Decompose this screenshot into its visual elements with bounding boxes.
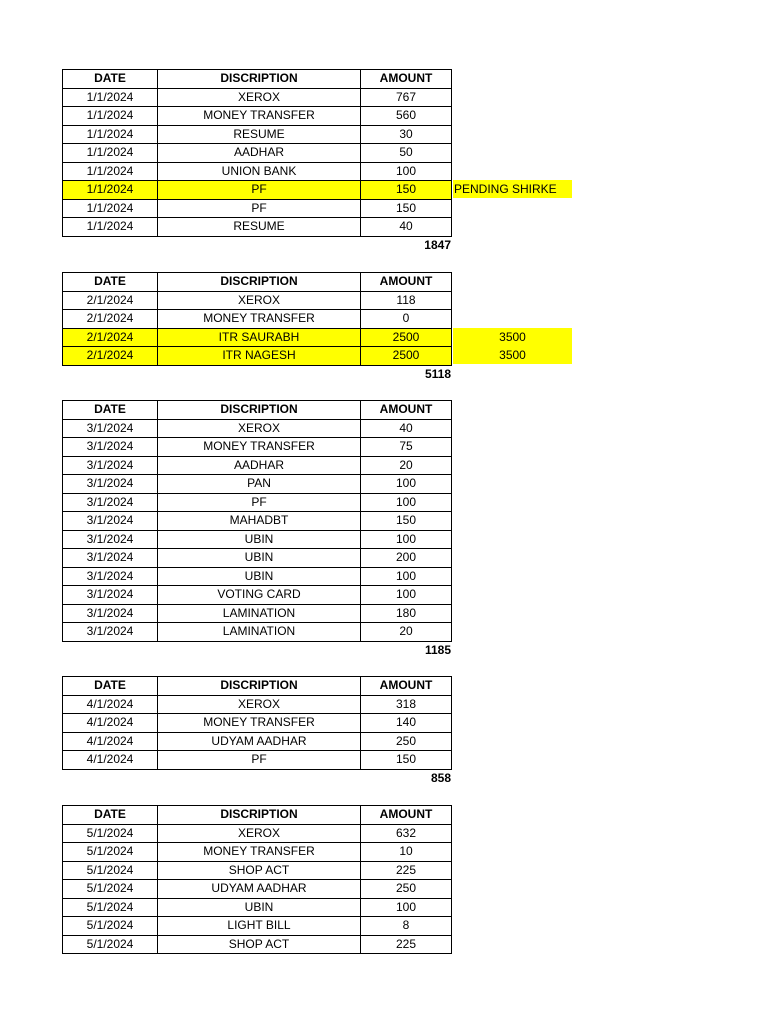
amount-cell[interactable]: 2500 bbox=[361, 328, 452, 347]
amount-cell[interactable]: 150 bbox=[361, 199, 452, 218]
date-cell[interactable]: 3/1/2024 bbox=[63, 549, 158, 568]
description-header[interactable]: DISCRIPTION bbox=[158, 401, 361, 420]
amount-cell[interactable]: 767 bbox=[361, 88, 452, 107]
date-cell[interactable]: 1/1/2024 bbox=[63, 107, 158, 126]
description-cell[interactable]: SHOP ACT bbox=[158, 935, 361, 954]
date-cell[interactable]: 2/1/2024 bbox=[63, 347, 158, 366]
description-cell[interactable]: PAN bbox=[158, 475, 361, 494]
description-cell[interactable]: XEROX bbox=[158, 88, 361, 107]
amount-cell[interactable]: 40 bbox=[361, 419, 452, 438]
amount-cell[interactable]: 250 bbox=[361, 732, 452, 751]
ledger-table-1 bbox=[62, 69, 452, 237]
amount-cell[interactable]: 100 bbox=[361, 475, 452, 494]
date-cell[interactable]: 3/1/2024 bbox=[63, 604, 158, 623]
amount-cell[interactable]: 180 bbox=[361, 604, 452, 623]
amount-header[interactable]: AMOUNT bbox=[361, 401, 452, 420]
table-row bbox=[63, 162, 452, 181]
table-total[interactable]: 5118 bbox=[424, 367, 451, 382]
description-cell[interactable]: MAHADBT bbox=[158, 512, 361, 531]
amount-cell[interactable]: 150 bbox=[361, 751, 452, 770]
description-cell[interactable]: RESUME bbox=[158, 125, 361, 144]
date-cell[interactable]: 4/1/2024 bbox=[63, 714, 158, 733]
date-cell[interactable]: 1/1/2024 bbox=[63, 144, 158, 163]
description-cell[interactable]: PF bbox=[158, 181, 361, 200]
description-cell[interactable]: UDYAM AADHAR bbox=[158, 732, 361, 751]
date-cell[interactable]: 3/1/2024 bbox=[63, 567, 158, 586]
amount-cell[interactable]: 10 bbox=[361, 843, 452, 862]
description-cell[interactable]: UDYAM AADHAR bbox=[158, 880, 361, 899]
ledger-table-2 bbox=[62, 272, 452, 366]
amount-cell[interactable]: 75 bbox=[361, 438, 452, 457]
description-header[interactable]: DISCRIPTION bbox=[158, 677, 361, 696]
amount-cell[interactable]: 100 bbox=[361, 162, 452, 181]
date-cell[interactable]: 4/1/2024 bbox=[63, 695, 158, 714]
amount-cell[interactable]: 250 bbox=[361, 880, 452, 899]
table-row bbox=[63, 107, 452, 126]
description-cell[interactable]: ITR NAGESH bbox=[158, 347, 361, 366]
description-cell[interactable]: UBIN bbox=[158, 530, 361, 549]
table-row bbox=[63, 549, 452, 568]
table-total[interactable]: 1847 bbox=[424, 238, 451, 253]
header-row bbox=[63, 401, 452, 420]
description-cell[interactable]: UBIN bbox=[158, 898, 361, 917]
date-cell[interactable]: 3/1/2024 bbox=[63, 586, 158, 605]
date-header[interactable]: DATE bbox=[63, 273, 158, 292]
description-cell[interactable]: ITR SAURABH bbox=[158, 328, 361, 347]
amount-cell[interactable]: 200 bbox=[361, 549, 452, 568]
date-header[interactable]: DATE bbox=[63, 806, 158, 825]
ledger-grid bbox=[62, 676, 452, 770]
description-cell[interactable]: MONEY TRANSFER bbox=[158, 843, 361, 862]
description-cell[interactable]: AADHAR bbox=[158, 144, 361, 163]
description-cell[interactable]: PF bbox=[158, 199, 361, 218]
table-total[interactable]: 1185 bbox=[424, 642, 451, 657]
description-cell[interactable]: MONEY TRANSFER bbox=[158, 714, 361, 733]
table-row bbox=[63, 843, 452, 862]
amount-cell[interactable]: 118 bbox=[361, 291, 452, 310]
description-cell[interactable]: UBIN bbox=[158, 567, 361, 586]
ledger-grid bbox=[62, 400, 452, 642]
amount-cell[interactable]: 225 bbox=[361, 861, 452, 880]
date-cell[interactable]: 3/1/2024 bbox=[63, 530, 158, 549]
date-cell[interactable]: 1/1/2024 bbox=[63, 125, 158, 144]
date-cell[interactable]: 5/1/2024 bbox=[63, 880, 158, 899]
ledger-table-3 bbox=[62, 400, 452, 642]
date-header[interactable]: DATE bbox=[63, 401, 158, 420]
description-cell[interactable]: LIGHT BILL bbox=[158, 917, 361, 936]
table-row bbox=[63, 861, 452, 880]
description-cell[interactable]: MONEY TRANSFER bbox=[158, 438, 361, 457]
table-row bbox=[63, 419, 452, 438]
description-cell[interactable]: UBIN bbox=[158, 549, 361, 568]
description-cell[interactable]: UNION BANK bbox=[158, 162, 361, 181]
ledger-grid bbox=[62, 69, 452, 237]
description-cell[interactable]: XEROX bbox=[158, 695, 361, 714]
table-total[interactable]: 858 bbox=[430, 771, 451, 786]
amount-cell[interactable]: 318 bbox=[361, 695, 452, 714]
description-header[interactable]: DISCRIPTION bbox=[158, 273, 361, 292]
table-row bbox=[63, 530, 452, 549]
table-row bbox=[63, 917, 452, 936]
description-cell[interactable]: XEROX bbox=[158, 419, 361, 438]
amount-cell[interactable]: 140 bbox=[361, 714, 452, 733]
header-row bbox=[63, 806, 452, 825]
date-header[interactable]: DATE bbox=[63, 677, 158, 696]
date-cell[interactable]: 1/1/2024 bbox=[63, 162, 158, 181]
date-cell[interactable]: 1/1/2024 bbox=[63, 181, 158, 200]
amount-cell[interactable]: 20 bbox=[361, 456, 452, 475]
side-note-cell[interactable]: 3500 bbox=[453, 328, 572, 346]
date-header[interactable]: DATE bbox=[63, 70, 158, 89]
table-row bbox=[63, 880, 452, 899]
table-row bbox=[63, 347, 452, 366]
date-cell[interactable]: 1/1/2024 bbox=[63, 218, 158, 237]
table-row bbox=[63, 751, 452, 770]
table-row bbox=[63, 512, 452, 531]
date-cell[interactable]: 3/1/2024 bbox=[63, 623, 158, 642]
date-cell[interactable]: 2/1/2024 bbox=[63, 291, 158, 310]
ledger-table-5 bbox=[62, 805, 452, 954]
table-row bbox=[63, 898, 452, 917]
amount-cell[interactable]: 100 bbox=[361, 586, 452, 605]
amount-cell[interactable]: 2500 bbox=[361, 347, 452, 366]
date-cell[interactable]: 5/1/2024 bbox=[63, 843, 158, 862]
description-header[interactable]: DISCRIPTION bbox=[158, 806, 361, 825]
description-cell[interactable]: PF bbox=[158, 493, 361, 512]
ledger-table-4 bbox=[62, 676, 452, 770]
header-row bbox=[63, 677, 452, 696]
table-row bbox=[63, 438, 452, 457]
table-row bbox=[63, 88, 452, 107]
date-cell[interactable]: 5/1/2024 bbox=[63, 935, 158, 954]
table-row bbox=[63, 144, 452, 163]
amount-cell[interactable]: 50 bbox=[361, 144, 452, 163]
amount-header[interactable]: AMOUNT bbox=[361, 806, 452, 825]
table-row bbox=[63, 586, 452, 605]
table-row bbox=[63, 456, 452, 475]
date-cell[interactable]: 2/1/2024 bbox=[63, 328, 158, 347]
table-row bbox=[63, 714, 452, 733]
description-header[interactable]: DISCRIPTION bbox=[158, 70, 361, 89]
amount-cell[interactable]: 100 bbox=[361, 567, 452, 586]
side-note-cell[interactable]: PENDING SHIRKE bbox=[453, 180, 572, 198]
amount-cell[interactable]: 8 bbox=[361, 917, 452, 936]
date-cell[interactable]: 4/1/2024 bbox=[63, 751, 158, 770]
amount-cell[interactable]: 150 bbox=[361, 512, 452, 531]
amount-cell[interactable]: 0 bbox=[361, 310, 452, 329]
amount-cell[interactable]: 150 bbox=[361, 181, 452, 200]
date-cell[interactable]: 3/1/2024 bbox=[63, 419, 158, 438]
description-cell[interactable]: LAMINATION bbox=[158, 623, 361, 642]
date-cell[interactable]: 3/1/2024 bbox=[63, 512, 158, 531]
description-cell[interactable]: MONEY TRANSFER bbox=[158, 107, 361, 126]
description-cell[interactable]: SHOP ACT bbox=[158, 861, 361, 880]
description-cell[interactable]: VOTING CARD bbox=[158, 586, 361, 605]
table-row bbox=[63, 475, 452, 494]
amount-cell[interactable]: 225 bbox=[361, 935, 452, 954]
description-cell[interactable]: AADHAR bbox=[158, 456, 361, 475]
description-cell[interactable]: RESUME bbox=[158, 218, 361, 237]
date-cell[interactable]: 3/1/2024 bbox=[63, 493, 158, 512]
table-row bbox=[63, 291, 452, 310]
date-cell[interactable]: 3/1/2024 bbox=[63, 438, 158, 457]
amount-cell[interactable]: 40 bbox=[361, 218, 452, 237]
table-row bbox=[63, 732, 452, 751]
amount-cell[interactable]: 100 bbox=[361, 493, 452, 512]
date-cell[interactable]: 1/1/2024 bbox=[63, 88, 158, 107]
table-row bbox=[63, 181, 452, 200]
description-cell[interactable]: XEROX bbox=[158, 291, 361, 310]
table-row bbox=[63, 310, 452, 329]
description-cell[interactable]: LAMINATION bbox=[158, 604, 361, 623]
table-row bbox=[63, 328, 452, 347]
date-cell[interactable]: 4/1/2024 bbox=[63, 732, 158, 751]
table-row bbox=[63, 935, 452, 954]
table-row bbox=[63, 604, 452, 623]
ledger-grid bbox=[62, 805, 452, 954]
amount-cell[interactable]: 632 bbox=[361, 824, 452, 843]
amount-header[interactable]: AMOUNT bbox=[361, 677, 452, 696]
header-row bbox=[63, 273, 452, 292]
table-row bbox=[63, 623, 452, 642]
amount-cell[interactable]: 30 bbox=[361, 125, 452, 144]
date-cell[interactable]: 5/1/2024 bbox=[63, 917, 158, 936]
table-row bbox=[63, 567, 452, 586]
table-row bbox=[63, 695, 452, 714]
description-cell[interactable]: MONEY TRANSFER bbox=[158, 310, 361, 329]
table-row bbox=[63, 218, 452, 237]
description-cell[interactable]: XEROX bbox=[158, 824, 361, 843]
amount-cell[interactable]: 20 bbox=[361, 623, 452, 642]
amount-cell[interactable]: 100 bbox=[361, 530, 452, 549]
table-row bbox=[63, 493, 452, 512]
date-cell[interactable]: 5/1/2024 bbox=[63, 898, 158, 917]
table-row bbox=[63, 824, 452, 843]
table-row bbox=[63, 125, 452, 144]
amount-cell[interactable]: 100 bbox=[361, 898, 452, 917]
amount-header[interactable]: AMOUNT bbox=[361, 273, 452, 292]
date-cell[interactable]: 3/1/2024 bbox=[63, 456, 158, 475]
amount-header[interactable]: AMOUNT bbox=[361, 70, 452, 89]
description-cell[interactable]: PF bbox=[158, 751, 361, 770]
date-cell[interactable]: 3/1/2024 bbox=[63, 475, 158, 494]
ledger-grid bbox=[62, 272, 452, 366]
date-cell[interactable]: 5/1/2024 bbox=[63, 861, 158, 880]
date-cell[interactable]: 1/1/2024 bbox=[63, 199, 158, 218]
side-note-cell[interactable]: 3500 bbox=[453, 346, 572, 364]
date-cell[interactable]: 2/1/2024 bbox=[63, 310, 158, 329]
amount-cell[interactable]: 560 bbox=[361, 107, 452, 126]
table-row bbox=[63, 199, 452, 218]
header-row bbox=[63, 70, 452, 89]
date-cell[interactable]: 5/1/2024 bbox=[63, 824, 158, 843]
